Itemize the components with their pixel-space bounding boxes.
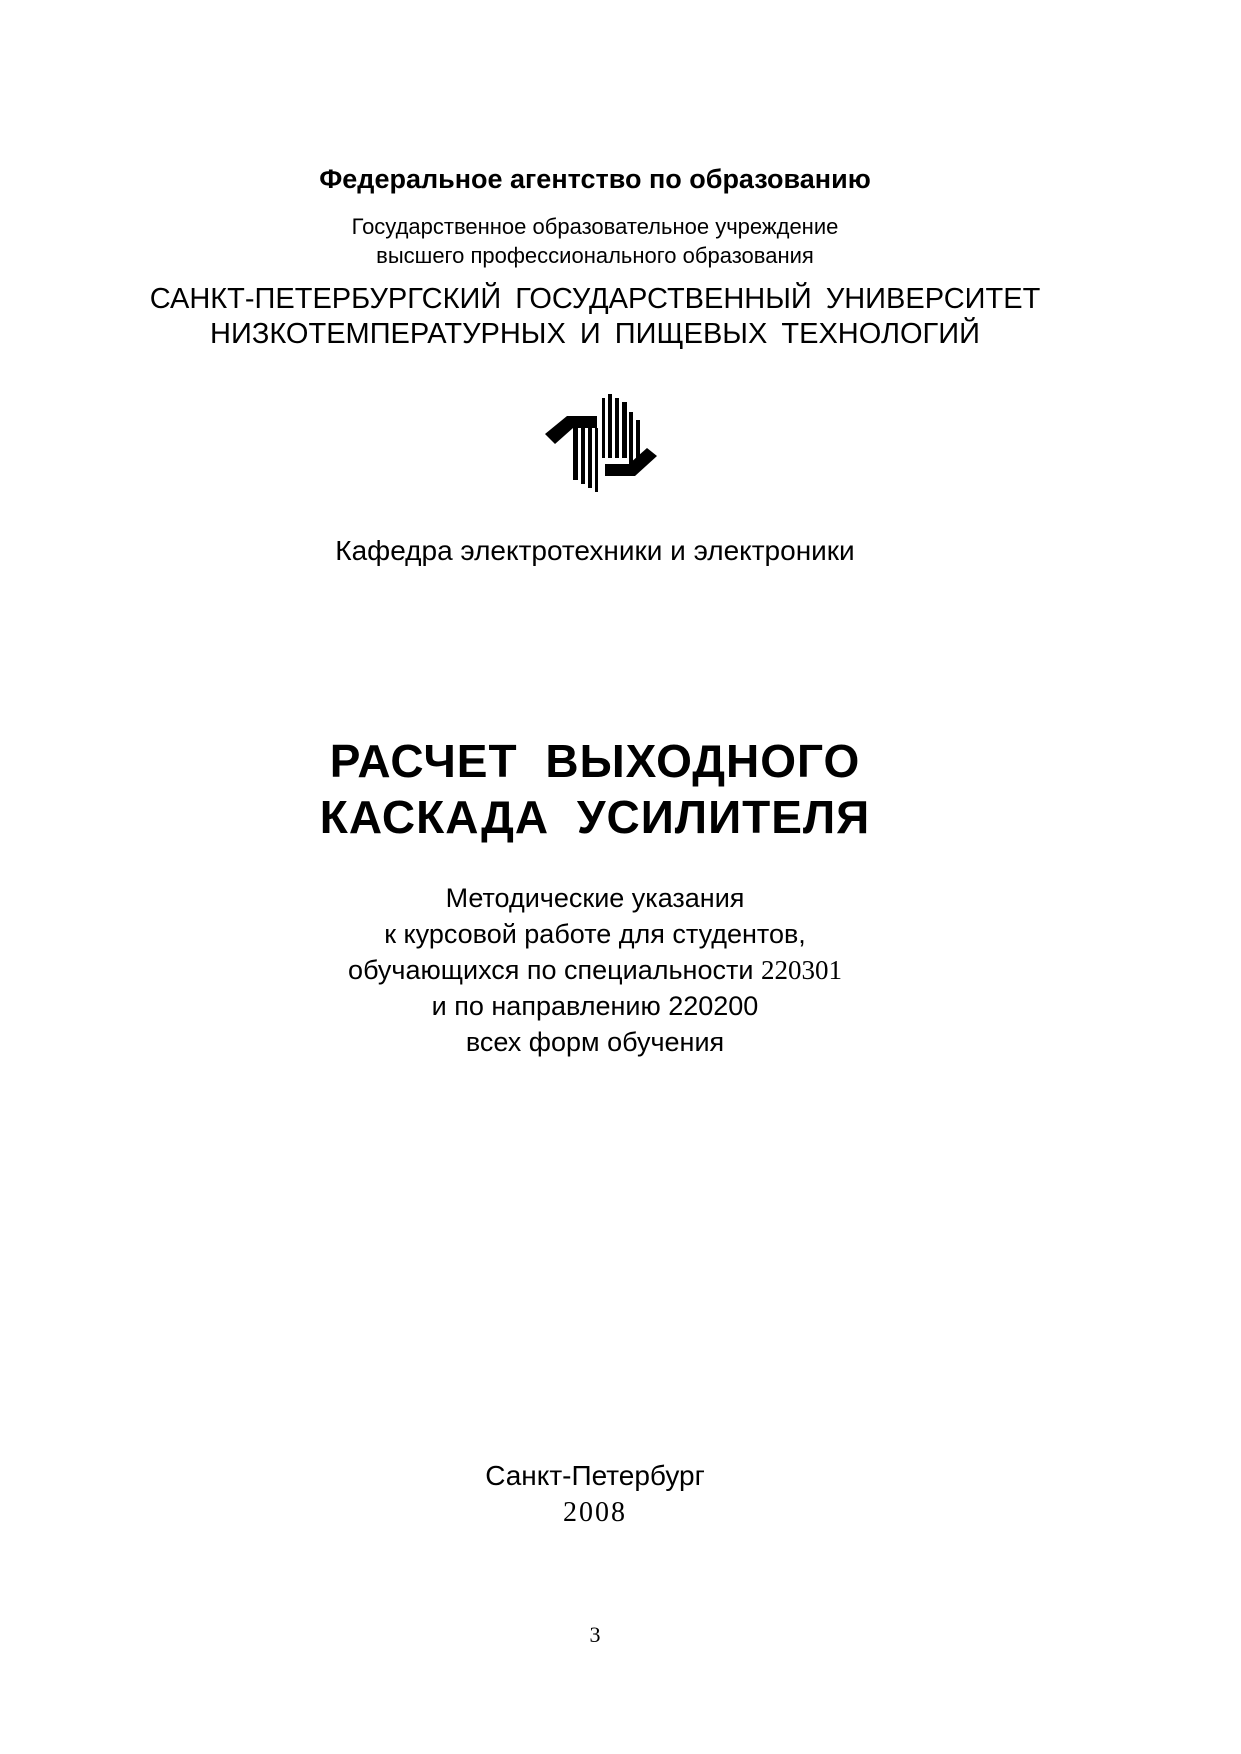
subtitle-line-3: [0, 955, 1190, 986]
subtitle-line-5: всех форм обучения: [465, 1027, 725, 1057]
subtitle-line-1: Методические указания: [445, 883, 745, 913]
document-title-line-2: КАСКАДА УСИЛИТЕЛЯ: [319, 791, 871, 843]
publication-city: Санкт-Петербург: [485, 1460, 705, 1491]
university-name-line-2: НИЗКОТЕМПЕРАТУРНЫХ И ПИЩЕВЫХ ТЕХНОЛОГИЙ: [210, 318, 980, 350]
institution-type-line-1: Государственное образовательное учреждение: [351, 214, 839, 239]
university-name-line-1: САНКТ-ПЕТЕРБУРГСКИЙ ГОСУДАРСТВЕННЫЙ УНИВЕРСИТЕТ: [149, 283, 1041, 315]
page-number: 3: [589, 1622, 601, 1647]
subtitle-line-3-text: обучающихся по специальности: [348, 955, 754, 985]
agency-name: Федеральное агентство по образованию: [319, 164, 871, 194]
document-title-line-1: РАСЧЕТ ВЫХОДНОГО: [329, 735, 861, 787]
university-emblem-icon: [545, 394, 657, 498]
subtitle-line-4: и по направлению 220200: [431, 991, 759, 1021]
institution-type-line-2: высшего профессионального образования: [376, 243, 814, 268]
department-name: Кафедра электротехники и электроники: [335, 535, 855, 566]
specialty-number: 220301: [760, 955, 842, 985]
publication-year: 2008: [563, 1497, 627, 1528]
subtitle-line-2: к курсовой работе для студентов,: [384, 919, 806, 949]
